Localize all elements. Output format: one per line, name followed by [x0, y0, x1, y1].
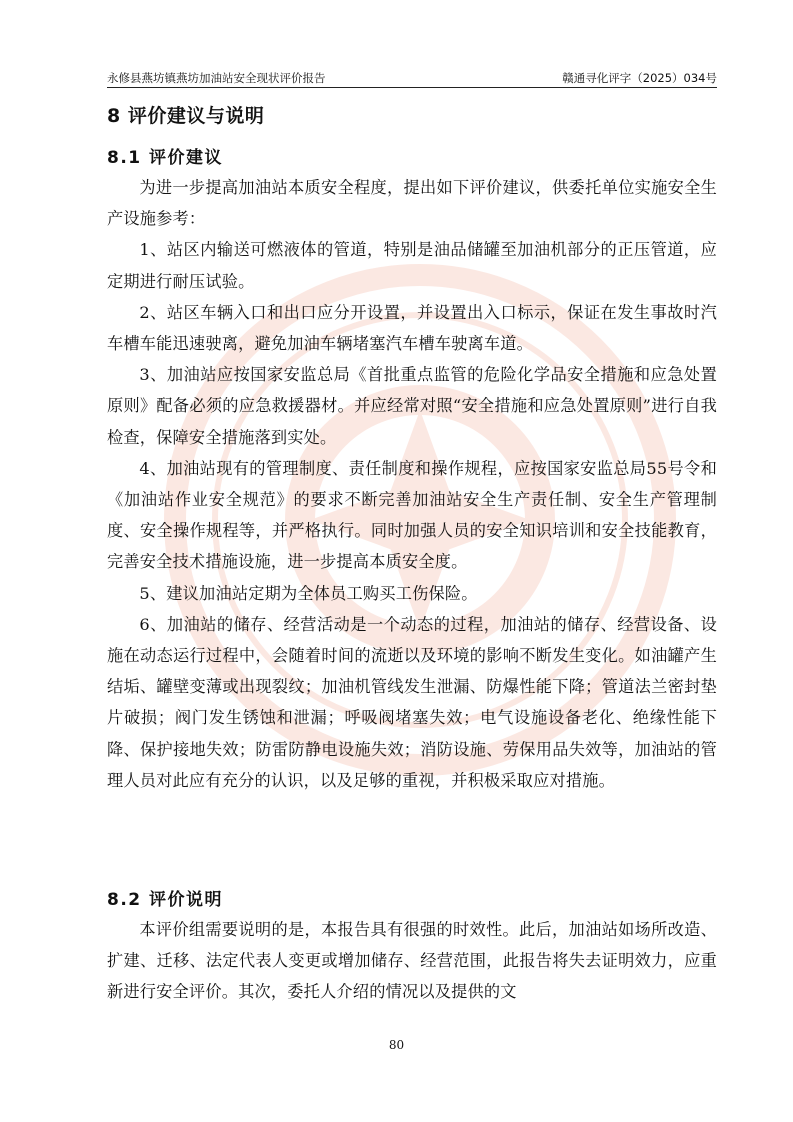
page-header	[107, 67, 717, 88]
paragraph: 3、加油站应按国家安监总局《首批重点监管的危险化学品安全措施和应急处置原则》配备必须的应急救援器材。并应经常对照“安全措施和应急处置原则”进行自我检查，保障安全措施落到实处。	[107, 365, 717, 447]
paragraph: 本评价组需要说明的是，本报告具有很强的时效性。此后，加油站如场所改造、扩建、迁移、法定代表人变更或增加储存、经营范围，此报告将失去证明效力，应重新进行安全评价。其次，委托人介绍的情况以及提供的文	[107, 920, 717, 1002]
subsection-title-8-2: 8.2 评价说明	[107, 890, 224, 910]
paragraph: 6、加油站的储存、经营活动是一个动态的过程，加油站的储存、经营设备、设施在动态运行过程中，会随着时间的流逝以及环境的影响不断发生变化。如油罐产生结垢、罐壁变薄或出现裂纹；加油机管线发生泄漏、防爆性能下降；管道法兰密封垫片破损；阀门发生锈蚀和泄漏；呼吸阀堵塞失效；电气设施设备老化、绝缘性能下降、保护接地失效；防雷防静电设施失效；消防设施、劳保用品失效等，加油站的管理人员对此应有充分的认识，以及足够的重视，并积极采取应对措施。	[107, 614, 717, 790]
subsection-body-8-2	[107, 914, 717, 1008]
paragraph: 5、建议加油站定期为全体员工购买工伤保险。	[139, 583, 478, 603]
paragraph: 1、站区内输送可燃液体的管道，特别是油品储罐至加油机部分的正压管道，应定期进行耐压试验。	[107, 240, 717, 291]
subsection-body-8-1	[107, 172, 717, 796]
paragraph: 为进一步提高加油站本质安全程度，提出如下评价建议，供委托单位实施安全生产设施参考：	[107, 178, 717, 229]
section-title: 8 评价建议与说明	[107, 105, 265, 127]
header-report-title: 永修县燕坊镇燕坊加油站安全现状评价报告	[107, 71, 326, 85]
header-report-number: 赣通寻化评字（2025）034号	[562, 71, 717, 85]
page-number: 80	[388, 1038, 405, 1052]
subsection-title-8-1: 8.1 评价建议	[107, 148, 224, 168]
paragraph: 4、加油站现有的管理制度、责任制度和操作规程，应按国家安监总局55号令和《加油站作业安全规范》的要求不断完善加油站安全生产责任制、安全生产管理制度、安全操作规程等，并严格执行。同时加强人员的安全知识培训和安全技能教育，完善安全技术措施设施，进一步提高本质安全度。	[107, 458, 717, 572]
paragraph: 2、站区车辆入口和出口应分开设置，并设置出入口标示，保证在发生事故时汽车槽车能迅速驶离，避免加油车辆堵塞汽车槽车驶离车道。	[107, 302, 717, 354]
